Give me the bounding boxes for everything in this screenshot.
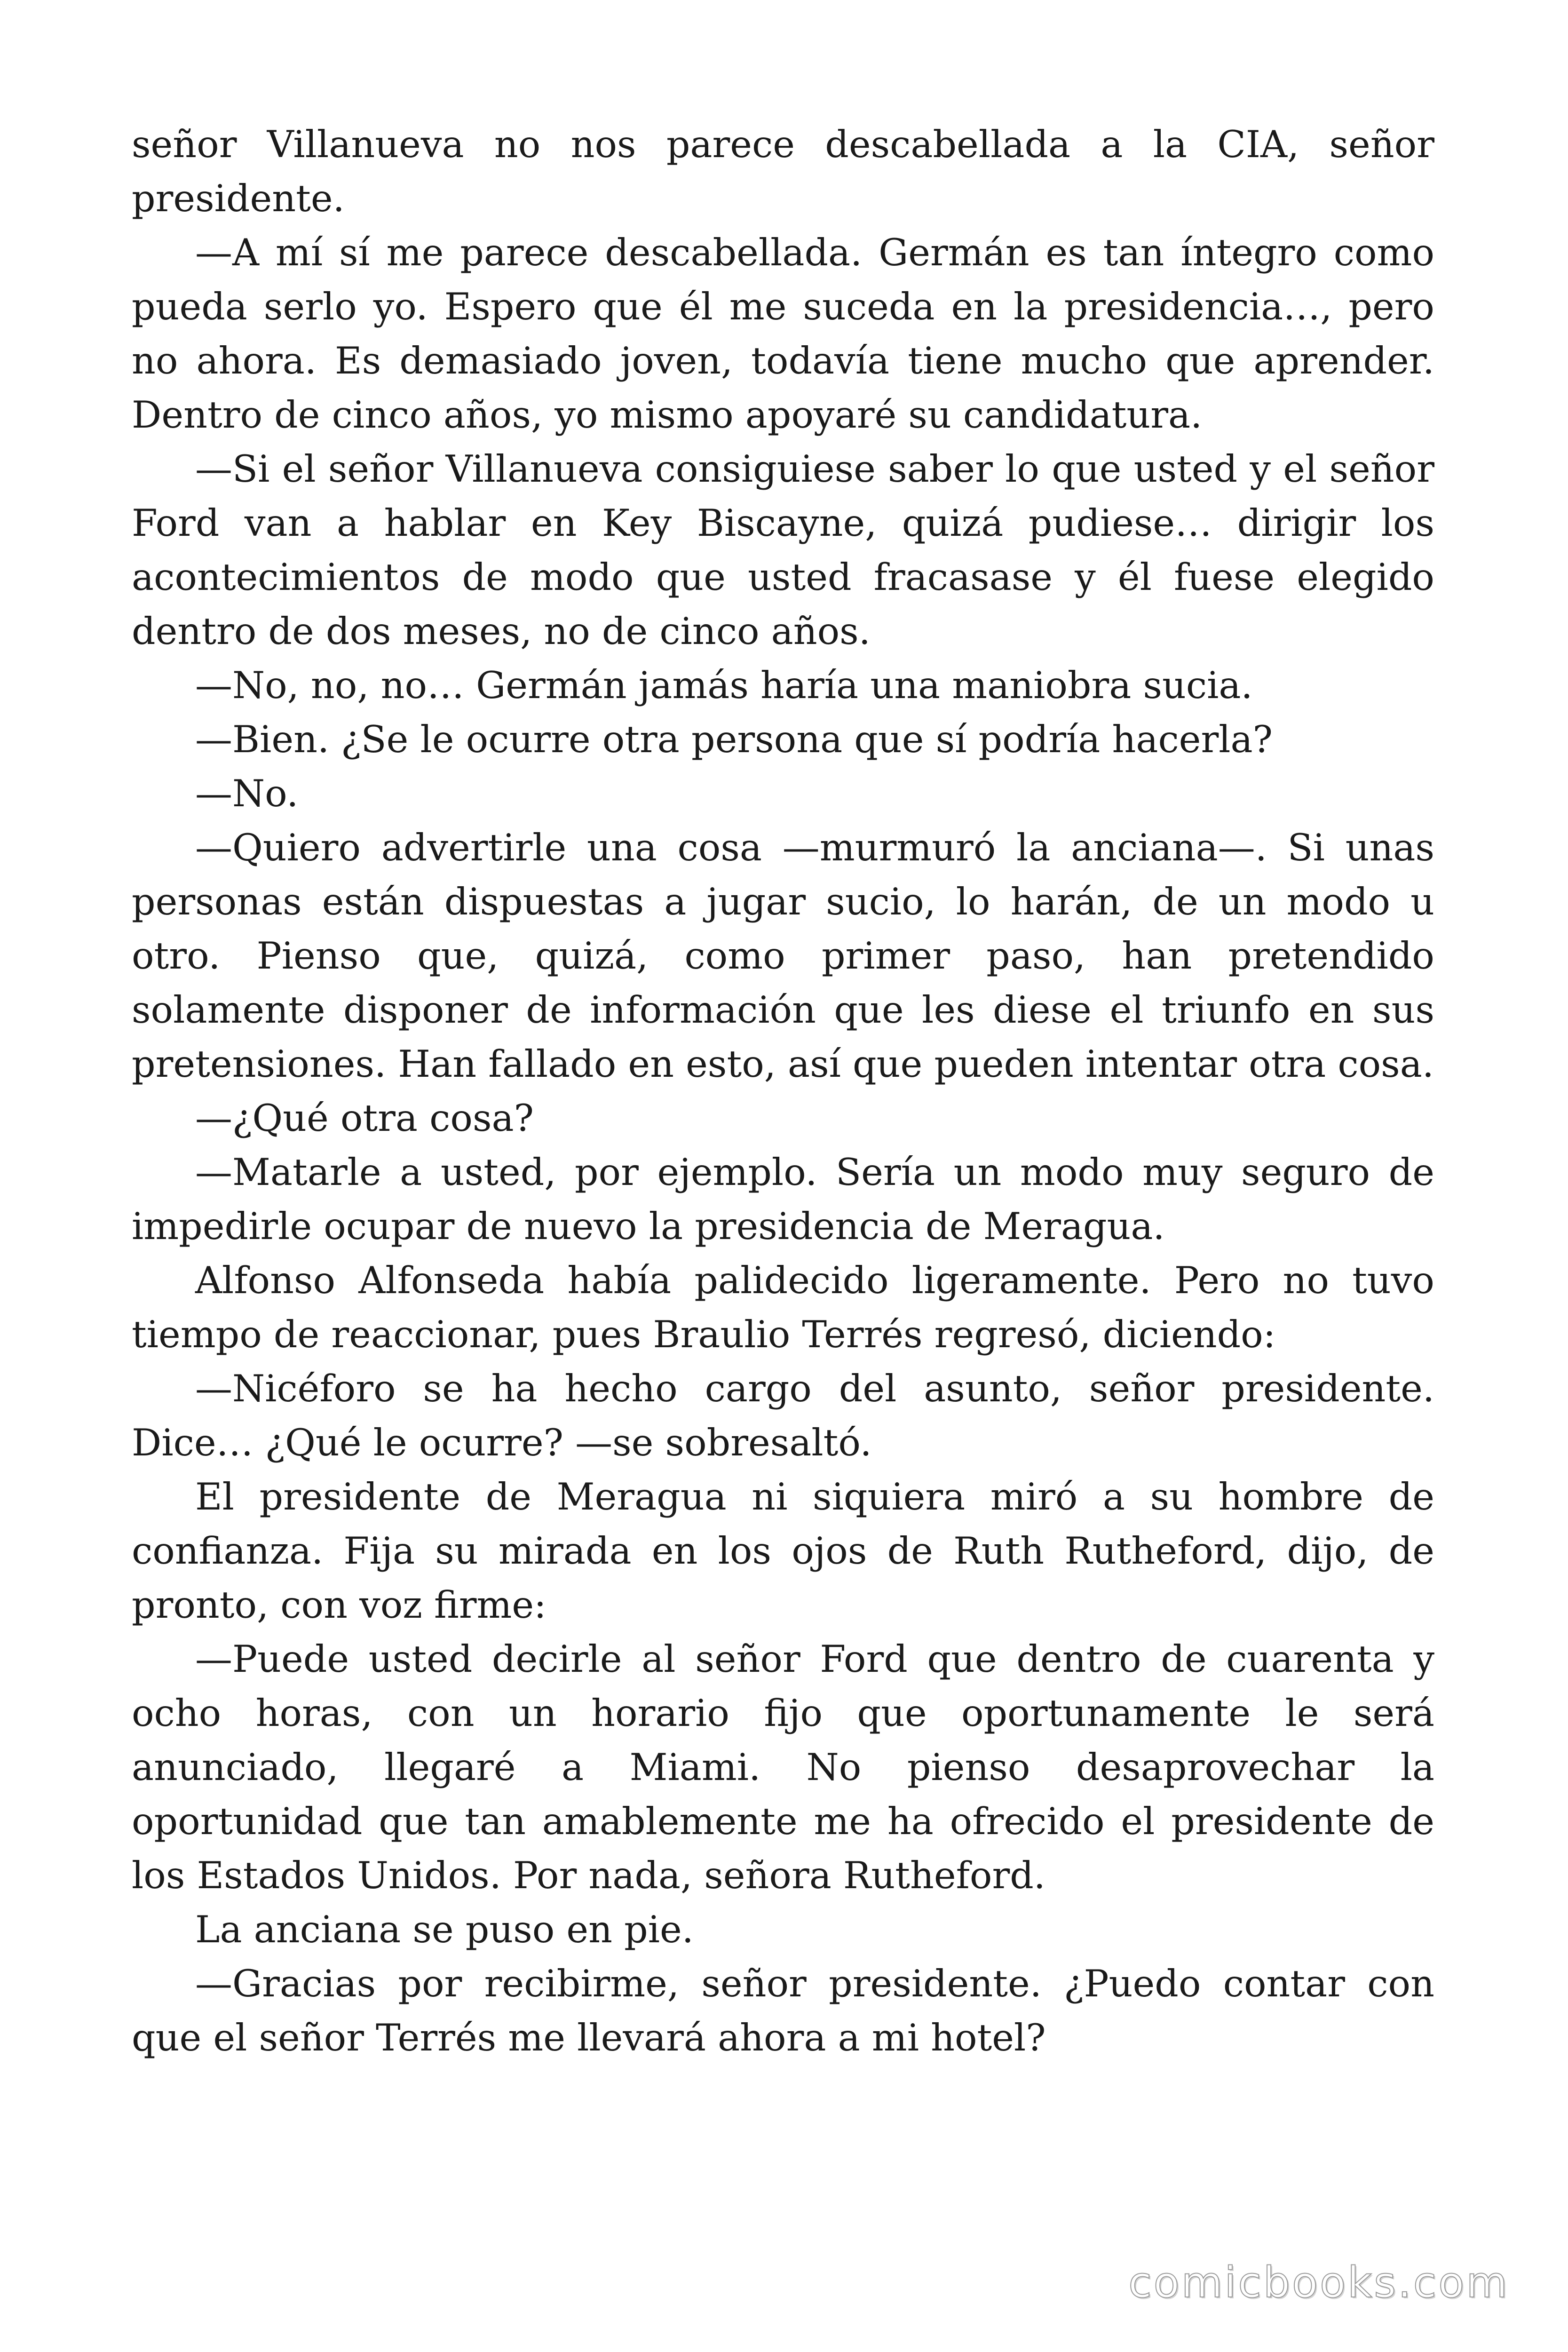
paragraph-12: El presidente de Meragua ni siquiera miró a su hombre de confianza. Fija su mirada en los ojos de Ruth Rutheford, dijo, de pronto, con voz firme:	[132, 1475, 1434, 1627]
page-text	[132, 118, 1434, 2065]
paragraph-13: —Puede usted decirle al señor Ford que dentro de cuarenta y ocho horas, con un horario fijo que oportunamente le será anunciado, llegaré a Miami. No pienso desaprovechar la oportunidad que tan amablemente me ha ofrecido el presidente de los Estados Unidos. Por nada, señora Rutheford.	[132, 1637, 1434, 1897]
watermark-text: comicbooks.com	[1128, 2258, 1509, 2307]
paragraph-9: —Matarle a usted, por ejemplo. Sería un modo muy seguro de impedirle ocupar de nuevo la presidencia de Meragua.	[132, 1151, 1434, 1248]
paragraph-11: —Nicéforo se ha hecho cargo del asunto, señor presidente. Dice… ¿Qué le ocurre? —se sobresaltó.	[132, 1367, 1434, 1464]
paragraph-5: —Bien. ¿Se le ocurre otra persona que sí podría hacerla?	[195, 718, 1273, 761]
paragraph-3: —Si el señor Villanueva consiguiese saber lo que usted y el señor Ford van a hablar en Key Biscayne, quizá pudiese… dirigir los acontecimientos de modo que usted fracasase y él fuese elegido dentro de dos meses, no de cinco años.	[132, 447, 1434, 653]
paragraph-15: —Gracias por recibirme, señor presidente. ¿Puedo contar con que el señor Terrés me llevará ahora a mi hotel?	[132, 1962, 1434, 2059]
paragraph-1: señor Villanueva no nos parece descabellada a la CIA, señor presidente.	[132, 123, 1434, 220]
paragraph-7: —Quiero advertirle una cosa —murmuró la anciana—. Si unas personas están dispuestas a jugar sucio, lo harán, de un modo u otro. Pienso que, quizá, como primer paso, han pretendido solamente disponer de información que les diese el triunfo en sus pretensiones. Han fallado en esto, así que pueden intentar otra cosa.	[132, 826, 1434, 1086]
paragraph-2: —A mí sí me parece descabellada. Germán es tan íntegro como pueda serlo yo. Espero que él me suceda en la presidencia…, pero no ahora. Es demasiado joven, todavía tiene mucho que aprender. Dentro de cinco años, yo mismo apoyaré su candidatura.	[132, 231, 1434, 437]
paragraph-6: —No.	[195, 772, 299, 815]
paragraph-4: —No, no, no… Germán jamás haría una maniobra sucia.	[195, 664, 1253, 707]
paragraph-14: La anciana se puso en pie.	[195, 1908, 694, 1951]
paragraph-8: —¿Qué otra cosa?	[195, 1097, 534, 1140]
paragraph-10: Alfonso Alfonseda había palidecido ligeramente. Pero no tuvo tiempo de reaccionar, pues Braulio Terrés regresó, diciendo:	[132, 1259, 1434, 1356]
